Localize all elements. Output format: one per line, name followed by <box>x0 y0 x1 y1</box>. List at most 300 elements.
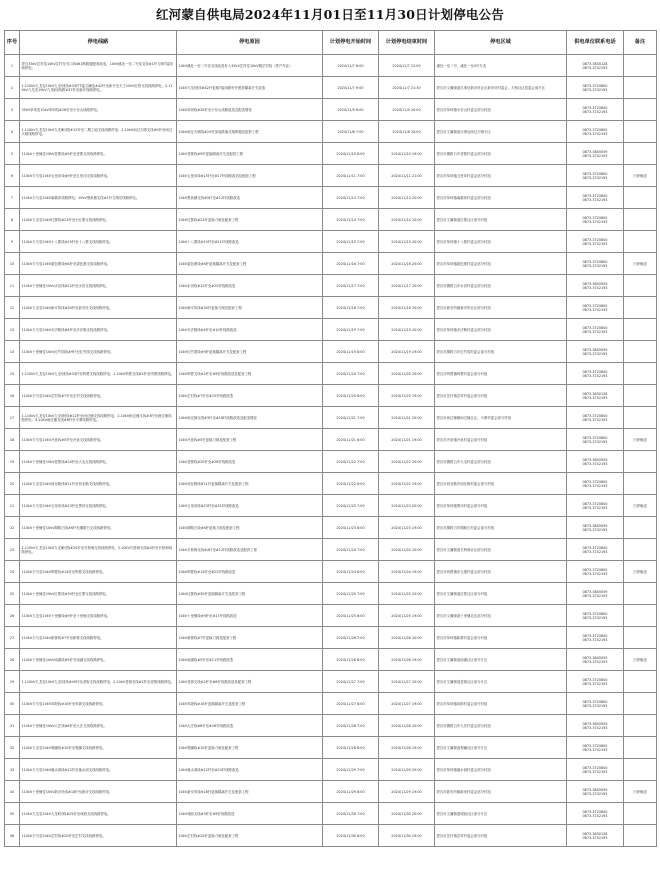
cell-no: 28 <box>5 649 20 671</box>
cell-phone <box>567 825 624 847</box>
phone-number: 0873-3720800 <box>582 215 608 220</box>
cell-line: 110kV九龙变10kV观澜线#10杆至观澜支线线路停电。 <box>20 737 177 759</box>
phone-number: 0873-3830128 <box>582 61 608 66</box>
phone-number: 0873-3720800 <box>582 479 608 484</box>
cell-remark <box>624 99 657 121</box>
cell-remark <box>624 319 657 341</box>
cell-remark: 白停晚送 <box>624 561 657 583</box>
cell-start: 2024/11/27 7:00 <box>323 671 379 693</box>
phone-number: 0873-3720800 <box>582 743 608 748</box>
cell-area: 蒙自市文澜街道老街社区部分片区 <box>435 671 567 693</box>
phone-number: 0873-3742193 <box>582 307 608 312</box>
cell-reason: 10kV红寨线#30杆更换隔离开关及配套工程 <box>177 583 323 605</box>
cell-end: 2024/11/17 20:00 <box>379 275 435 297</box>
cell-reason: 10kV五里冲线#15杆至#17杆线路改造及配套工程 <box>177 165 323 187</box>
cell-end: 2024/11/27 19:00 <box>379 693 435 715</box>
cell-area: 蒙自市芷村镇芷村村委会部分村组 <box>435 385 567 407</box>
cell-start: 2024/11/14 7:00 <box>323 209 379 231</box>
phone-number: 0873-3720800 <box>582 259 608 264</box>
cell-start: 2024/11/24 7:00 <box>323 539 379 561</box>
cell-remark <box>624 583 657 605</box>
cell-area: 蒙自市期路白乡大庄村委会部分村组 <box>435 715 567 737</box>
cell-end: 2024/11/21 19:00 <box>379 429 435 451</box>
phone-number: 0873-3720800 <box>582 611 608 616</box>
table-row <box>5 473 657 495</box>
cell-end: 2024/11/25 20:00 <box>379 583 435 605</box>
cell-phone <box>567 495 624 517</box>
cell-no: 7 <box>5 187 20 209</box>
cell-no: 15 <box>5 363 20 385</box>
table-row <box>5 583 657 605</box>
cell-area: 蒙自市期路白乡老寨村委会部分村组 <box>435 143 567 165</box>
table-row <box>5 363 657 385</box>
table-row <box>5 605 657 627</box>
cell-no: 36 <box>5 825 20 847</box>
cell-end: 2024/11/14 20:00 <box>379 209 435 231</box>
table-row <box>5 781 657 803</box>
cell-reason: 10kV鸡街线#16杆更换隔离开关及配套工程 <box>177 693 323 715</box>
table-row <box>5 55 657 77</box>
cell-start: 2024/11/16 7:00 <box>323 253 379 275</box>
cell-start: 2024/11/18 7:00 <box>323 297 379 319</box>
cell-start: 2024/11/10 8:00 <box>323 143 379 165</box>
table-row <box>5 319 657 341</box>
cell-no: 2 <box>5 77 20 99</box>
cell-start: 2024/11/7 9:00 <box>323 77 379 99</box>
phone-number: 0873-3720800 <box>582 501 608 506</box>
table-row <box>5 231 657 253</box>
cell-end: 2024/11/30 19:00 <box>379 825 435 847</box>
cell-no: 1 <box>5 55 20 77</box>
cell-line: 1.110kV九龙变10kV九龙Ⅲ回线#12杆至二期工地支线线路停电；2.10kV雨过天晴支线#9杆至雨过天晴线路停电。 <box>20 121 177 143</box>
cell-end: 2024/11/19 20:00 <box>379 319 435 341</box>
cell-no: 16 <box>5 385 20 407</box>
phone-number: 0873-3742193 <box>582 615 608 620</box>
cell-phone <box>567 583 624 605</box>
cell-reason: 10kV芷村线#20杆更换刀闸及配套工程 <box>177 825 323 847</box>
cell-start: 2024/11/20 7:00 <box>323 363 379 385</box>
cell-start: 2024/11/27 8:00 <box>323 693 379 715</box>
cell-end: 2024/11/8 20:00 <box>379 121 435 143</box>
phone-number: 0873-3720800 <box>582 765 608 770</box>
cell-line: 110kV十里铺变10kV水田线#12杆至水田支线线路停电。 <box>20 275 177 297</box>
cell-reason: 10kV冷泉线#5杆更换刀闸及配套工程 <box>177 429 323 451</box>
cell-phone <box>567 693 624 715</box>
cell-area: 蒙自市草坝镇十八寨村委会部分村组 <box>435 231 567 253</box>
cell-end: 2024/11/24 20:00 <box>379 539 435 561</box>
phone-number: 0873-3742193 <box>582 725 608 730</box>
table-body <box>5 55 657 847</box>
table-row <box>5 253 657 275</box>
phone-number: 0873-3742193 <box>582 439 608 444</box>
cell-start: 2024/11/23 7:00 <box>323 495 379 517</box>
cell-end: 2024/11/7 12:00 <box>379 55 435 77</box>
cell-line: 110kV十里铺变10kV大庄线#8杆至大庄支线线路停电。 <box>20 715 177 737</box>
cell-line: 110kV天马变10kV十八寨线#15杆至十八寨支线线路停电。 <box>20 231 177 253</box>
cell-line: 110kV九龙变10kV九龙Ⅱ回线#25杆至城西支线线路停电。 <box>20 803 177 825</box>
header-remark: 备注 <box>624 31 657 55</box>
phone-number: 0873-3845059 <box>582 347 608 352</box>
phone-number: 0873-3845059 <box>582 457 608 462</box>
phone-number: 0873-3720800 <box>582 435 608 440</box>
cell-line: 110kV九龙变10kV新安所线#30杆至新安所支线线路停电。 <box>20 297 177 319</box>
table-row <box>5 561 657 583</box>
cell-phone <box>567 165 624 187</box>
cell-reason: 10kV芷村线#7杆至#15杆线路改造 <box>177 385 323 407</box>
cell-line: 110kV天马变10kV五里冲线#9杆至五里冲支线线路停电。 <box>20 165 177 187</box>
cell-remark <box>624 825 657 847</box>
cell-phone <box>567 429 624 451</box>
cell-line: 1.110kV九龙变10kV九龙Ⅰ回线#33杆至鸣鹫支线线路停电；2.10kV鸣鹫支线#2杆至鸣鹫线路停电。 <box>20 363 177 385</box>
table-row <box>5 275 657 297</box>
cell-reason: 10kV鸣鹫线#14杆至#22杆线路改造 <box>177 561 323 583</box>
cell-reason: 10kV南湖线#5杆至#11杆线路改造 <box>177 649 323 671</box>
table-row <box>5 803 657 825</box>
cell-start: 2024/11/29 8:00 <box>323 781 379 803</box>
cell-end: 2024/11/20 20:00 <box>379 363 435 385</box>
phone-number: 0873-3720800 <box>582 237 608 242</box>
cell-reason: 10kV长桥海支线#4杆至#12杆线路改造及配套工程 <box>177 539 323 561</box>
cell-no: 24 <box>5 561 20 583</box>
cell-area: 蒙自市期路白乡大屯村委会部分村组 <box>435 451 567 473</box>
phone-number: 0873-3742193 <box>582 549 608 554</box>
phone-number: 0873-3742193 <box>582 637 608 642</box>
phone-number: 0873-3742193 <box>582 175 608 180</box>
cell-reason: 10kV雨过铺支线#3杆至#18杆线路改造及配变增容 <box>177 407 323 429</box>
table-row <box>5 385 657 407</box>
cell-remark <box>624 693 657 715</box>
cell-no: 26 <box>5 605 20 627</box>
cell-no: 22 <box>5 517 20 539</box>
cell-area: 蒙自市文澜街道观澜社区部分片区 <box>435 737 567 759</box>
table-row <box>5 715 657 737</box>
table-row <box>5 671 657 693</box>
cell-start: 2024/11/28 7:00 <box>323 715 379 737</box>
header-start: 计划停电开始时间 <box>323 31 379 55</box>
cell-phone <box>567 363 624 385</box>
cell-no: 4 <box>5 121 20 143</box>
cell-start: 2024/11/22 8:00 <box>323 473 379 495</box>
cell-no: 10 <box>5 253 20 275</box>
phone-number: 0873-3845059 <box>582 787 608 792</box>
header-no: 序号 <box>5 31 20 55</box>
phone-number: 0873-3742193 <box>582 65 608 70</box>
cell-start: 2024/11/28 8:00 <box>323 737 379 759</box>
phone-number: 0873-3845059 <box>582 149 608 154</box>
cell-phone <box>567 649 624 671</box>
cell-reason: 10kV草坝线#28杆至小东山线路改造及配变增容 <box>177 99 323 121</box>
phone-number: 0873-3742193 <box>582 769 608 774</box>
cell-phone <box>567 627 624 649</box>
cell-start: 2024/11/9 8:00 <box>323 99 379 121</box>
cell-reason: 10kV大庄线#8杆至#16杆线路改造 <box>177 715 323 737</box>
phone-number: 0873-3720800 <box>582 809 608 814</box>
phone-number: 0873-3742193 <box>582 571 608 576</box>
cell-end: 2024/11/21 20:00 <box>379 407 435 429</box>
cell-area: 蒙自市草坝镇五里冲村委会部分村组 <box>435 165 567 187</box>
cell-area: 蒙自市草坝镇碧色寨村委会部分村组 <box>435 253 567 275</box>
cell-remark <box>624 275 657 297</box>
table-row <box>5 297 657 319</box>
phone-number: 0873-3845059 <box>582 589 608 594</box>
phone-number: 0873-3742193 <box>582 681 608 686</box>
cell-end: 2024/11/25 19:00 <box>379 605 435 627</box>
cell-area: 蒙自市文澜街道南湖社区部分片区 <box>435 649 567 671</box>
table-row <box>5 495 657 517</box>
phone-number: 0873-3742193 <box>582 241 608 246</box>
header-end: 计划停电结束时间 <box>379 31 435 55</box>
cell-start: 2024/11/22 7:00 <box>323 451 379 473</box>
cell-start: 2024/11/25 7:00 <box>323 583 379 605</box>
table-row <box>5 341 657 363</box>
cell-line: 110kV天马变10kV落水洞线#12杆至落水洞支线线路停电。 <box>20 759 177 781</box>
cell-remark <box>624 209 657 231</box>
cell-phone <box>567 451 624 473</box>
cell-start: 2024/11/19 8:00 <box>323 341 379 363</box>
cell-remark <box>624 671 657 693</box>
phone-number: 0873-3720800 <box>582 567 608 572</box>
cell-line: 1.110kV九龙变10kV九龙Ⅱ回线#12杆至雨过铺支线线路停电；2.10kV雨过铺支线#3杆至雨过铺线路停电；3.10kV雨过铺支线#8杆至小寨线路停电。 <box>20 407 177 429</box>
cell-area: 蒙自市草坝镇落水洞村委会部分村组 <box>435 759 567 781</box>
table-row <box>5 649 657 671</box>
cell-phone <box>567 605 624 627</box>
cell-phone <box>567 319 624 341</box>
cell-line: 110kV十里铺变10kV红寨线#30杆至红寨支线线路停电。 <box>20 583 177 605</box>
cell-start: 2024/11/17 7:00 <box>323 275 379 297</box>
cell-remark: 白停晚送 <box>624 781 657 803</box>
phone-number: 0873-3845059 <box>582 523 608 528</box>
cell-end: 2024/11/10 19:00 <box>379 143 435 165</box>
cell-start: 2024/11/25 8:00 <box>323 605 379 627</box>
cell-end: 2024/11/19 19:00 <box>379 341 435 363</box>
cell-remark <box>624 341 657 363</box>
cell-end: 2024/11/7 21:30 <box>379 77 435 99</box>
cell-no: 8 <box>5 209 20 231</box>
cell-remark <box>624 737 657 759</box>
phone-number: 0873-3742193 <box>582 285 608 290</box>
cell-line: 110kV天马变10kV芷村线#7杆至芷村支线线路停电。 <box>20 385 177 407</box>
cell-remark <box>624 143 657 165</box>
cell-start: 2024/11/19 7:00 <box>323 319 379 341</box>
cell-no: 11 <box>5 275 20 297</box>
cell-remark: 白停晚送 <box>624 429 657 451</box>
cell-line: 110kV九龙变10kV西北勒线#11杆至西北勒支线线路停电。 <box>20 473 177 495</box>
table-row <box>5 737 657 759</box>
table-row <box>5 627 657 649</box>
cell-reason: 10kV红寨线#23杆更换刀闸及配套工程 <box>177 209 323 231</box>
cell-reason: 10kV城西支线#3杆至#9杆线路改造 <box>177 803 323 825</box>
cell-remark <box>624 715 657 737</box>
table-row <box>5 143 657 165</box>
cell-phone <box>567 209 624 231</box>
outage-table <box>4 30 657 847</box>
cell-phone <box>567 143 624 165</box>
cell-start: 2024/11/21 8:00 <box>323 429 379 451</box>
cell-line: 110kV天马变10kV鸡街线#16杆至鸡街支线线路停电。 <box>20 693 177 715</box>
cell-no: 27 <box>5 627 20 649</box>
cell-remark: 白停晚送 <box>624 495 657 517</box>
cell-reason: 10kV西北勒线#11杆更换隔离开关及配套工程 <box>177 473 323 495</box>
cell-line: 1.110kV九龙变10kV九龙Ⅰ回线#33杆T接文澜变#42杆至新开至天王10kV红桥支线线路停电；2.110kV九龙变10kV九龙Ⅱ回线路#37杆至新开线路停电。 <box>20 77 177 99</box>
cell-end: 2024/11/13 20:00 <box>379 187 435 209</box>
cell-line: 110kV天马变10kV五里冲线#23杆至黑冲支线线路停电。 <box>20 495 177 517</box>
cell-area: 蒙自市期路白乡红竹园村委会部分村组 <box>435 341 567 363</box>
phone-number: 0873-3830128 <box>582 831 608 836</box>
phone-number: 0873-3742193 <box>582 87 608 92</box>
cell-phone <box>567 407 624 429</box>
cell-start: 2024/11/21 7:00 <box>323 407 379 429</box>
cell-reason: 10kV老寨线#20杆至#28杆线路改造 <box>177 451 323 473</box>
cell-reason: 10kV新寨线#7杆更换刀闸及配套工程 <box>177 627 323 649</box>
table-row <box>5 517 657 539</box>
phone-number: 0873-3720800 <box>582 369 608 374</box>
cell-line: 110kV天马变10kV多法勒线#4杆至多法勒支线线路停电。 <box>20 319 177 341</box>
cell-area: 蒙自市草坝镇小东山村委会部分村组 <box>435 99 567 121</box>
cell-remark <box>624 297 657 319</box>
cell-area: 蒙自市新安所镇新房村委会部分村组 <box>435 781 567 803</box>
phone-number: 0873-3742193 <box>582 835 608 840</box>
cell-line: 110kV十里铺变10kV老寨线#20杆至大屯支线线路停电。 <box>20 451 177 473</box>
cell-phone <box>567 781 624 803</box>
cell-reason: 10kV鸣鹫支线#2杆至#9杆线路改造及配套工程 <box>177 363 323 385</box>
table-row <box>5 759 657 781</box>
cell-no: 23 <box>5 539 20 561</box>
cell-area: 蒙自市文澜街道红寨社区部分村组 <box>435 583 567 605</box>
cell-area: 蒙自市期路白乡期路白村委会部分村组 <box>435 517 567 539</box>
cell-phone <box>567 99 624 121</box>
cell-area: 蒙自市期路白乡水田村委会部分村组 <box>435 275 567 297</box>
cell-no: 25 <box>5 583 20 605</box>
cell-start: 2024/11/26 8:00 <box>323 649 379 671</box>
cell-remark <box>624 517 657 539</box>
cell-end: 2024/11/26 19:00 <box>379 649 435 671</box>
cell-phone <box>567 77 624 99</box>
cell-area: 蒙自市文澜街道十里铺社区部分村组 <box>435 605 567 627</box>
cell-end: 2024/11/23 19:00 <box>379 517 435 539</box>
cell-end: 2024/11/24 19:00 <box>379 561 435 583</box>
table-row <box>5 451 657 473</box>
cell-end: 2024/11/29 19:00 <box>379 781 435 803</box>
cell-phone <box>567 253 624 275</box>
cell-area: 蒙自市草坝镇黑冲村委会部分村组 <box>435 495 567 517</box>
table-row <box>5 407 657 429</box>
phone-number: 0873-3742193 <box>582 747 608 752</box>
cell-no: 20 <box>5 473 20 495</box>
cell-end: 2024/11/28 20:00 <box>379 715 435 737</box>
cell-start: 2024/11/13 7:00 <box>323 187 379 209</box>
cell-reason: 10kV九龙Ⅰ回线#42杆更换T接线路杆并配套隔离开关改造 <box>177 77 323 99</box>
cell-remark <box>624 605 657 627</box>
phone-number: 0873-3742193 <box>582 153 608 158</box>
phone-number: 0873-3742193 <box>582 659 608 664</box>
phone-number: 0873-3742193 <box>582 483 608 488</box>
cell-phone <box>567 671 624 693</box>
cell-area: 蒙自市草坝镇麻栗冲村委会部分村组 <box>435 187 567 209</box>
cell-end: 2024/11/18 20:00 <box>379 297 435 319</box>
phone-number: 0873-3830128 <box>582 391 608 396</box>
phone-number: 0873-3742193 <box>582 395 608 400</box>
phone-number: 0873-3742193 <box>582 593 608 598</box>
cell-line: 110kV天马变10kV冷泉线#5杆至冷泉支线线路停电。 <box>20 429 177 451</box>
phone-number: 0873-3720800 <box>582 413 608 418</box>
cell-remark <box>624 385 657 407</box>
cell-end: 2024/11/29 20:00 <box>379 759 435 781</box>
cell-reason: 10kV期路白线#6杆更换刀闸及配套工程 <box>177 517 323 539</box>
cell-line: 110kV天马变10kV碧色寨线#6杆至碧色寨支线线路停电。 <box>20 253 177 275</box>
cell-area: 蒙自市鸣鹫镇布衣透村委会部分村组 <box>435 561 567 583</box>
cell-reason: 10kV新安所线#18杆更换隔离开关及配套工程 <box>177 781 323 803</box>
cell-no: 5 <box>5 143 20 165</box>
cell-reason: 10kV黑鱼塘支线#5杆至#12杆线路改造 <box>177 187 323 209</box>
phone-number: 0873-3720800 <box>582 193 608 198</box>
cell-remark <box>624 363 657 385</box>
cell-phone <box>567 55 624 77</box>
cell-reason: 10kV溪处一至二号变支线改造补入35kV芷村变10kV侧芷村线（蒙产作业） <box>177 55 323 77</box>
cell-end: 2024/11/9 20:00 <box>379 99 435 121</box>
phone-number: 0873-3742193 <box>582 813 608 818</box>
cell-end: 2024/11/22 20:00 <box>379 451 435 473</box>
cell-no: 6 <box>5 165 20 187</box>
table-row <box>5 825 657 847</box>
table-row <box>5 187 657 209</box>
cell-area: 蒙自市文澜街道红寨社区部分村组 <box>435 209 567 231</box>
cell-phone <box>567 187 624 209</box>
cell-end: 2024/11/16 20:00 <box>379 253 435 275</box>
cell-remark <box>624 451 657 473</box>
table-row <box>5 165 657 187</box>
cell-start: 2024/11/30 7:00 <box>323 803 379 825</box>
cell-line: 110kV十里铺变10kV新安所线#18杆至新房支线线路停电。 <box>20 781 177 803</box>
cell-area: 蒙自市鸣鹫镇鸣鹫村委会部分村组 <box>435 363 567 385</box>
phone-number: 0873-3720800 <box>582 171 608 176</box>
phone-number: 0873-3742193 <box>582 329 608 334</box>
cell-end: 2024/11/26 20:00 <box>379 627 435 649</box>
phone-number: 0873-3720800 <box>582 105 608 110</box>
phone-number: 0873-3742193 <box>582 703 608 708</box>
cell-reason: 10kV老街支线#2杆至#8杆线路改造及配套工程 <box>177 671 323 693</box>
cell-phone <box>567 341 624 363</box>
cell-remark <box>624 627 657 649</box>
cell-no: 9 <box>5 231 20 253</box>
cell-reason: 10kV五里冲线#23杆至#31杆线路改造 <box>177 495 323 517</box>
cell-reason: 10kV新安所线#30杆更换刀闸及配套工程 <box>177 297 323 319</box>
cell-reason: 10kV十里铺线#9杆至#17杆线路改造 <box>177 605 323 627</box>
cell-area: 蒙自市文澜街道城西社区部分片区 <box>435 803 567 825</box>
cell-end: 2024/11/23 20:00 <box>379 495 435 517</box>
phone-number: 0873-3845059 <box>582 281 608 286</box>
table-row <box>5 429 657 451</box>
cell-phone <box>567 539 624 561</box>
header-line: 停电线路 <box>20 31 177 55</box>
cell-start: 2024/11/8 7:00 <box>323 121 379 143</box>
phone-number: 0873-3720800 <box>582 545 608 550</box>
cell-no: 18 <box>5 429 20 451</box>
cell-area: 蒙自市冷泉镇冷泉村委会部分村组 <box>435 429 567 451</box>
cell-phone <box>567 121 624 143</box>
phone-number: 0873-3720800 <box>582 699 608 704</box>
cell-no: 29 <box>5 671 20 693</box>
table-header-row <box>5 31 657 55</box>
cell-remark <box>624 231 657 253</box>
cell-phone <box>567 275 624 297</box>
cell-reason: 10kV碧色寨线#6杆更换隔离开关及配套工程 <box>177 253 323 275</box>
cell-remark <box>624 473 657 495</box>
cell-reason: 10kV水田线#12杆至#20杆线路改造 <box>177 275 323 297</box>
phone-number: 0873-3742193 <box>582 505 608 510</box>
cell-remark <box>624 77 657 99</box>
cell-end: 2024/11/28 19:00 <box>379 737 435 759</box>
cell-reason: 10kV多法勒线#4杆至#10杆线路改造 <box>177 319 323 341</box>
